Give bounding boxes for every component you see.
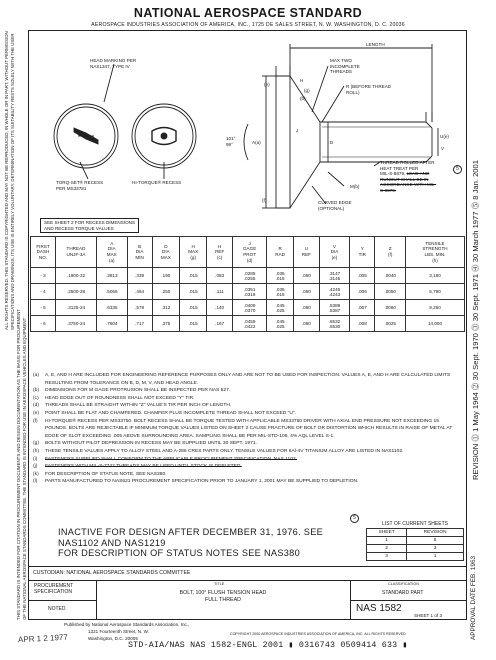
table-cell: .035 .015	[267, 268, 294, 284]
list-item	[33, 440, 458, 448]
table-cell: 3	[407, 545, 464, 553]
hi-torque-head-view	[132, 104, 196, 168]
table-cell: .5066	[97, 284, 128, 300]
revision-history: REVISION ⓵ 1 May 1964 ⓶ 30 Sept. 1970 ⓷ 30 Sept. 1971 ⓸ 30 March 1977 ⓹ 8 Jan. 2001	[471, 160, 480, 480]
head-marking-label: HEAD MARKING PER NAS1347, TYPE IV	[90, 58, 137, 69]
note-key: (e)	[33, 410, 39, 416]
table-cell: .6532 .6530	[319, 316, 350, 332]
inactive-line-1: INACTIVE FOR DESIGN AFTER DECEMBER 31, 1976. SEE	[58, 527, 324, 537]
table-cell: - 3	[31, 268, 56, 284]
table-cell: .111	[207, 284, 233, 300]
col-v: V DIA (e)	[319, 237, 350, 268]
torq-set-head-view	[54, 104, 118, 168]
note-text: FASTENERS WITH MIL-S-7742 THREADS MAY BE USED UNTIL STOCK IS DEPLETED.	[45, 464, 242, 470]
document-id-bar: STD-AIA/NAS NAS 1582-ENGL 2001 ▮ 0316743 0509414 633 ▮	[128, 641, 408, 650]
col-b: B DIA MIN	[127, 237, 152, 268]
table-cell: .2500-28	[56, 284, 97, 300]
list-item	[33, 372, 458, 387]
table-cell: 5,790	[406, 284, 465, 300]
col-a: A DIA MAX (a)	[97, 237, 128, 268]
list-item	[33, 410, 458, 418]
table-cell: 14,000	[406, 316, 465, 332]
list-item	[33, 478, 458, 486]
table-cell: - 6	[31, 316, 56, 332]
table-cell: .464	[127, 284, 152, 300]
table-cell: .015	[180, 284, 207, 300]
max-two-threads-label: MAX TWO INCOMPLETE THREADS	[330, 58, 360, 74]
note-text: BOLTS WITHOUT PILOT DEPRESSION IN RECESS MAY BE SUPPLIED UNTIL 30 SEPT. 1971.	[45, 441, 257, 447]
note-text: DIMENSIONS FOR M GAGE PROTRUSION SHALL BE INSPECTED PER NAS 527.	[45, 388, 231, 394]
note-text: POINT SHALL BE FLAT AND CHAMFERED. CHAMFER PLUS INCOMPLETE THREAD SHALL NOT EXCEED "U".	[45, 410, 297, 416]
list-item	[33, 456, 458, 464]
divider	[350, 600, 467, 601]
table-cell: .1900-32	[56, 268, 97, 284]
note-text: THESE TENSILE VALUES APPLY TO ALLOY STEEL AND A-286 CRES PARTS ONLY. TENSILE VALUES FOR 6Al-4V TITANIUM ALLOY ARE LISTED IN NAS1102.	[45, 448, 404, 454]
dim-m-label: M(b)	[350, 184, 360, 189]
note-key: (j)	[33, 464, 38, 470]
table-row	[367, 553, 464, 561]
note-text: THREADS SHALL BE STRAIGHT WITHIN "Z" VALUE'S TIR PER INCH OF LENGTH.	[45, 403, 232, 409]
divider	[28, 580, 467, 581]
margin-text-2: SPECIFICATIONS AND DRAWINGS. ITS USE IS ENTIRELY VOLUNTARY. DETERMINATION OF ITS SUITABILITY RESTS SOLELY WITH THE USER	[10, 33, 15, 330]
table-row	[31, 268, 465, 284]
table-cell: .3125-24	[56, 300, 97, 316]
table-cell: .339	[127, 268, 152, 284]
table-cell: .045 .025	[267, 316, 294, 332]
note-key: (i)	[33, 456, 38, 462]
table-cell: .250	[152, 284, 179, 300]
classification-label: CLASSIFICATION	[388, 582, 419, 586]
list-item	[33, 387, 458, 395]
divider	[28, 566, 467, 567]
note-key: (g)	[33, 441, 39, 447]
col-h-ref: H REF (c)	[207, 237, 233, 268]
table-row	[367, 537, 464, 545]
table-cell: .5389 .5387	[319, 300, 350, 316]
table-cell: 3,180	[406, 268, 465, 284]
inactive-line-3: FOR DESCRIPTION OF STATUS NOTES SEE NAS380	[58, 548, 300, 558]
note-key: (b)	[33, 388, 39, 394]
col-d: D DIA MAX	[152, 237, 179, 268]
table-row	[31, 316, 465, 332]
margin-text-3: THIS STANDARD IS INTENDED FOR CITATION IN PROCUREMENT DOCUMENTS AND DESIGN DOCUMENTATION AS THE BASIS FOR PROCUREMENT	[16, 309, 21, 620]
col-r: R RAD	[267, 237, 294, 268]
note-text: A, E, AND H ARE INCLUDED FOR ENGINEERING REFERENCE PURPOSES ONLY AND ARE NOT TO BE USED FOR INSPECTION. VALUES A, E, AND H ARE CALCULATED LIMITS RESULTING FROM TOLERANCE ON B, D, M, V, AND HEAD ANGLE.	[45, 373, 451, 386]
table-cell: .167	[207, 316, 233, 332]
head-angle-label: 101° 99°	[226, 136, 236, 147]
table-cell: .375	[152, 316, 179, 332]
dim-j-label: J	[296, 128, 299, 133]
table-cell: .015	[180, 268, 207, 284]
table-cell: - 5	[31, 300, 56, 316]
noted-label: NOTED	[48, 606, 66, 612]
table-cell: .015	[180, 300, 207, 316]
table-cell: 5	[407, 537, 464, 545]
table-cell: .006	[350, 284, 375, 300]
address-line-1: 1321 Fourteenth Street, N. W.	[88, 629, 150, 634]
table-cell: 1	[367, 537, 407, 545]
table-cell: .140	[207, 300, 233, 316]
part-title: BOLT, 100° FLUSH TENSION HEAD FULL THREAD	[179, 590, 267, 603]
table-header-row	[31, 237, 465, 268]
note-text: FASTENERS SUPPLIED SHALL CONFORM TO THE APPLICABLE PROCUREMENT SPECIFICATION. NAS 1102.	[45, 456, 298, 462]
table-cell: 3	[367, 553, 407, 561]
notes-section	[33, 372, 458, 486]
col-dash-no: FIRST DASH NO.	[31, 237, 56, 268]
table-cell: .015	[180, 316, 207, 332]
dim-e-label: (e)	[264, 82, 270, 87]
table-row	[31, 284, 465, 300]
note-key: (h)	[33, 448, 39, 454]
classification-value: STANDARD PART	[382, 590, 424, 596]
received-stamp: APR 1 2 1977	[17, 632, 69, 645]
note-key: (c)	[33, 395, 39, 401]
table-cell: .190	[152, 268, 179, 284]
list-item	[33, 418, 458, 441]
dim-v-label: V	[441, 146, 445, 151]
list-item	[33, 471, 458, 479]
col-thread: THREAD UNJF-3A	[56, 237, 97, 268]
note-key: (f)	[33, 418, 38, 424]
table-cell: .0351 .0319	[232, 284, 266, 300]
revision-circle-5: 5	[453, 165, 462, 174]
list-item	[33, 395, 458, 403]
length-label: LENGTH	[366, 42, 385, 47]
dim-u-label: U(e)	[440, 134, 449, 139]
dim-b-label: (b)	[300, 96, 306, 101]
dim-h-label: H	[300, 78, 304, 83]
table-cell: .717	[127, 316, 152, 332]
published-by: Published by National Aerospace Standards Association, Inc.,	[64, 622, 190, 627]
table-cell: .005	[350, 268, 375, 284]
nas-number: NAS 1582	[356, 603, 402, 614]
sheets-col-revision: REVISION	[407, 529, 464, 537]
table-cell: .3750-24	[56, 316, 97, 332]
list-item	[33, 463, 458, 471]
table-cell: .0459 .0422	[232, 316, 266, 332]
table-cell: .0285 .0255	[232, 268, 266, 284]
table-cell: .0409 .0370	[232, 300, 266, 316]
table-cell: .3813	[97, 268, 128, 284]
table-cell: 9,260	[406, 300, 465, 316]
r-before-roll-label: R (BEFORE THREAD ROLL)	[346, 84, 392, 95]
sheets-caption: LIST OF CURRENT SHEETS	[382, 521, 448, 527]
dimension-table	[30, 236, 465, 332]
table-row	[31, 300, 465, 316]
col-tensile: TENSILE STRENGTH LBS. MIN. (h)	[406, 237, 465, 268]
table-cell: .045 .025	[267, 300, 294, 316]
torq-set-label: TORQ-SET® RECESS PER MS33781	[56, 180, 104, 191]
table-cell: .4245 .4243	[319, 284, 350, 300]
title-label: TITLE	[214, 582, 225, 586]
thread-rolled-note: THREAD ROLLED AFTER HEAT TREAT PER MIL-S-8879, LEAD AND RUNOUT SHALL BE IN ACCORDANCE WITH MIL-S-8879.	[380, 160, 437, 193]
table-cell: .7604	[97, 316, 128, 332]
col-u: U REF	[294, 237, 320, 268]
col-h-max: H MAX (g)	[180, 237, 207, 268]
dim-f-label: (f)	[262, 198, 267, 203]
note-key: (a)	[33, 373, 39, 378]
table-cell: .3147 .3145	[319, 268, 350, 284]
table-cell: .083	[207, 268, 233, 284]
divider	[96, 580, 97, 620]
table-cell: .0025	[375, 316, 406, 332]
address-line-2: Washington, D.C. 20005	[88, 636, 138, 641]
hi-torque-label: HI-TORQUE® RECESS	[132, 180, 182, 185]
copyright: COPYRIGHT 2000 AEROSPACE INDUSTRIES ASSOCIATION OF AMERICA, INC. ALL RIGHTS RESERVED	[230, 632, 406, 636]
page-title: NATIONAL AEROSPACE STANDARD	[133, 6, 363, 20]
col-z: Z (f)	[375, 237, 406, 268]
table-cell: .007	[350, 300, 375, 316]
table-cell: .050	[294, 284, 320, 300]
note-key: (k)	[33, 471, 39, 477]
revision-circle-5b: 5	[350, 514, 359, 523]
col-j: J GAGE PROT (d)	[232, 237, 266, 268]
margin-text-4: OF THE NATIONAL AEROSPACE STANDARDS COMMITTEE. THE STANDARD IS INTENDED FOR USE IN AEROSPACE VEHICLES AND EQUIPMENT	[22, 317, 27, 620]
note-text: HI-TORQUE® RECESS PER MS33750. BOLT RECESS SHALL BE TORQUE TESTED WITH APPLICABLE MS33750 DRIVER WITH AXIAL END PRESSURE NOT EXCEEDING 15 POUNDS. BOLTS ARE REJECTABLE IF MINIMUM TORQUE VALUES LISTED ON SHEET 2 CAUSE FRACTURE OF BOLT OR DISTORTION WHICH RESULTS IN RAISE OF METAL AT EDGE OF SLOT EXCEEDING .005 ABOVE SURROUNDING AREA. SAMPLING SHALL BE PER MIL-STD-105, 4% AQL LEVEL S-1.	[45, 418, 453, 439]
table-cell: .035 .015	[267, 284, 294, 300]
current-sheets-table	[366, 520, 464, 561]
note-key: (l)	[33, 479, 38, 485]
sheet-number: SHEET 1 of 3	[414, 613, 443, 618]
table-row	[367, 545, 464, 553]
dim-g-label: (g)	[304, 88, 310, 93]
note-text: PARTS MANUFACTURED TO NAS621 PROCUREMENT SPECIFICATION PRIOR TO JANUARY 1, 2001 MAY BE SUPPLIED TO DEPLETION.	[45, 479, 359, 485]
table-cell: .060	[294, 316, 320, 332]
table-cell: .578	[127, 300, 152, 316]
table-cell: .312	[152, 300, 179, 316]
page-subtitle: AEROSPACE INDUSTRIES ASSOCIATION OF AMERICA, INC., 1725 DE SALES STREET, N. W. WASHINGTON, D. C. 20036	[91, 22, 405, 28]
sheets-col-sheet: SHEET	[367, 529, 407, 537]
table-cell: .060	[294, 300, 320, 316]
dim-a-label: A(a)	[252, 140, 261, 145]
table-cell: .0040	[375, 268, 406, 284]
table-cell: .008	[350, 316, 375, 332]
curved-edge-label: CURVED EDGE (OPTIONAL)	[318, 200, 352, 211]
see-sheet-note: SEE SHEET 2 FOR RECESS DIMENSIONS AND RECESS TORQUE VALUES	[40, 218, 139, 233]
inactive-line-2: NAS1102 AND NAS1219	[58, 537, 166, 548]
divider	[28, 600, 96, 601]
note-text: FOR DESCRIPTION OF STATUS NOTE, SEE NAS380.	[45, 471, 167, 477]
list-item	[33, 402, 458, 410]
note-text: HEAD EDGE OUT OF ROUNDNESS SHALL NOT EXCEED "Y" TIR.	[45, 395, 195, 401]
table-cell: .6335	[97, 300, 128, 316]
table-cell: - 4	[31, 284, 56, 300]
custodian: CUSTODIAN: NATIONAL AEROSPACE STANDARDS COMMITTEE	[33, 570, 191, 576]
table-cell: .0060	[375, 300, 406, 316]
table-cell: .0050	[375, 284, 406, 300]
margin-text-1: ALL RIGHTS RESERVED. THIS STANDARD IS COPYRIGHTED AND MAY NOT BE REPRODUCED, IN WHOLE OR IN PART, WITHOUT PERMISSION	[4, 31, 9, 330]
table-cell: .050	[294, 268, 320, 284]
table-cell: 2	[367, 545, 407, 553]
col-y: Y TIR	[350, 237, 375, 268]
procurement-spec-label: PROCUREMENT SPECIFICATION	[34, 583, 74, 595]
list-item	[33, 448, 458, 456]
table-cell: 1	[407, 553, 464, 561]
inactive-notice	[58, 527, 323, 559]
note-key: (d)	[33, 403, 39, 409]
approval-date: APPROVAL DATE FEB. 1963	[470, 555, 477, 640]
sheets-header-row	[367, 529, 464, 537]
dim-d-label: D	[330, 140, 334, 145]
